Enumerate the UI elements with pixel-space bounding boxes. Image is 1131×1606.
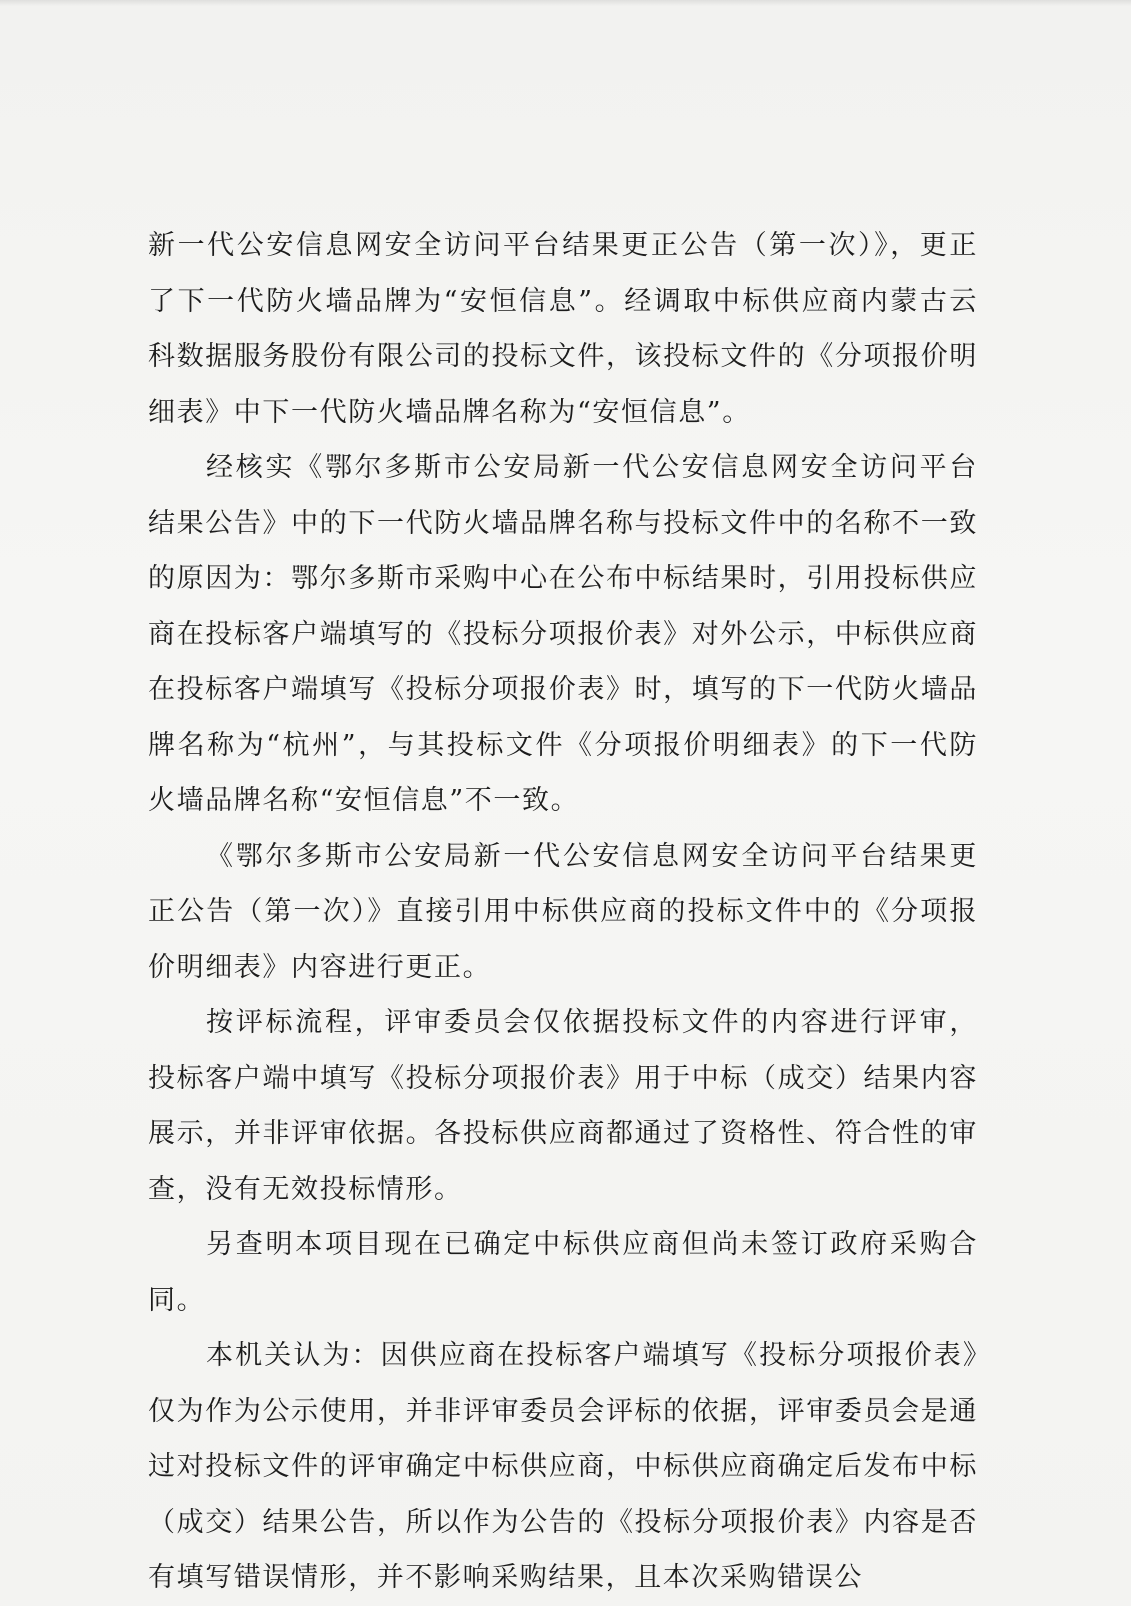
scan-edge [0, 0, 1131, 6]
paragraph-conclusion: 本机关认为：因供应商在投标客户端填写《投标分项报价表》仅为作为公示使用，并非评审委员会评标的依据，评审委员会是通过对投标文件的评审确定中标供应商，中标供应商确定后发布中标（成交）结果公告，所以作为公告的《投标分项报价表》内容是否有填写错误情形，并不影响采购结果，且本次采购错误公 [148, 1340, 978, 1593]
paragraph-evaluation-process: 按评标流程，评审委员会仅依据投标文件的内容进行评审，投标客户端中填写《投标分项报价表》用于中标（成交）结果内容展示，并非评审依据。各投标供应商都通过了资格性、符合性的审查，没有无效投标情形。 [148, 1007, 978, 1205]
paragraph-continuation: 新一代公安信息网安全访问平台结果更正公告（第一次）》，更正了下一代防火墙品牌为“安恒信息”。经调取中标供应商内蒙古云科数据服务股份有限公司的投标文件，该投标文件的《分项报价明细表》中下一代防火墙品牌名称为“安恒信息”。 [148, 230, 978, 428]
paragraph-verification: 经核实《鄂尔多斯市公安局新一代公安信息网安全访问平台结果公告》中的下一代防火墙品牌名称与投标文件中的名称不一致的原因为：鄂尔多斯市采购中心在公布中标结果时，引用投标供应商在投标客户端填写的《投标分项报价表》对外公示，中标供应商在投标客户端填写《投标分项报价表》时，填写的下一代防火墙品牌名称为“杭州”，与其投标文件《分项报价明细表》的下一代防火墙品牌名称“安恒信息”不一致。 [148, 452, 978, 816]
paragraph-contract-status: 另查明本项目现在已确定中标供应商但尚未签订政府采购合同。 [148, 1229, 978, 1316]
document-body [148, 218, 978, 1606]
paragraph-correction: 《鄂尔多斯市公安局新一代公安信息网安全访问平台结果更正公告（第一次）》直接引用中标供应商的投标文件中的《分项报价明细表》内容进行更正。 [148, 840, 978, 983]
